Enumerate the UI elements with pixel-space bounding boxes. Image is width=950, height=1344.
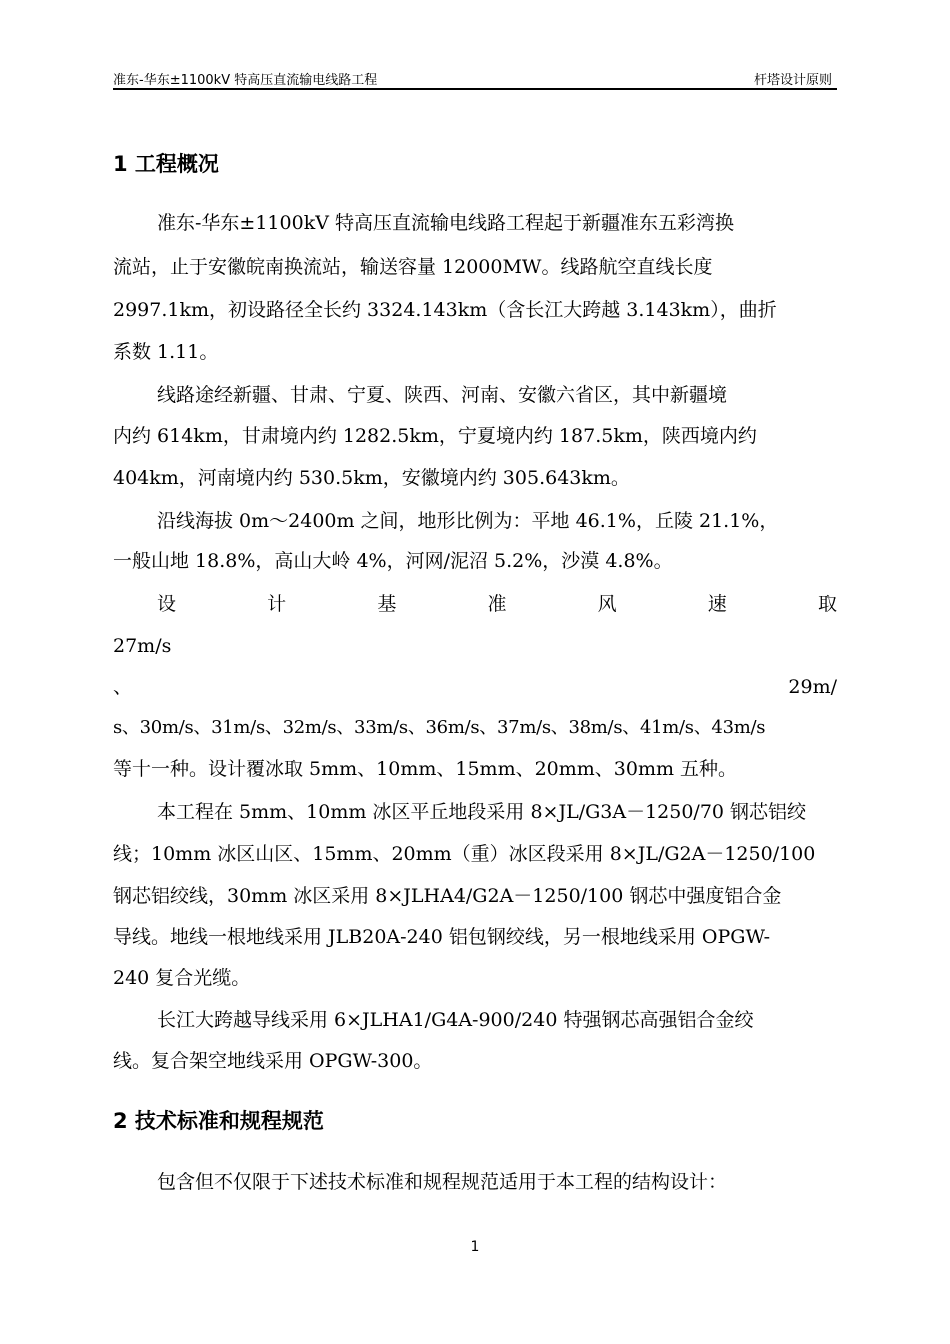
header-document-title: 准东-华东±1100kV 特高压直流输电线路工程: [113, 73, 378, 88]
spread-char: 风: [597, 593, 617, 615]
paragraph-line: 线；10mm 冰区山区、15mm、20mm（重）冰区段采用 8×JL/G2A－1250/100: [113, 843, 816, 865]
paragraph-line: 等十一种。设计覆冰取 5mm、10mm、15mm、20mm、30mm 五种。: [113, 758, 738, 780]
paragraph-line: 长江大跨越导线采用 6×JLHA1/G4A-900/240 特强钢芯高强铝合金绞: [157, 1009, 754, 1031]
paragraph-line: 404km，河南境内约 530.5km，安徽境内约 305.643km。: [113, 467, 630, 489]
spread-char: 准: [487, 593, 507, 615]
spread-char: 、: [113, 676, 133, 698]
spread-char: 29m/: [788, 676, 837, 698]
paragraph-line: 240 复合光缆。: [113, 967, 251, 989]
spread-char: 取: [817, 593, 837, 615]
paragraph-line: 一般山地 18.8%，高山大岭 4%，河网/泥沼 5.2%，沙漠 4.8%。: [113, 550, 673, 572]
section-heading-1: 1 工程概况: [113, 152, 219, 176]
spread-char: 基: [377, 593, 397, 615]
spread-char: 设: [157, 593, 177, 615]
paragraph-line: 包含但不仅限于下述技术标准和规程规范适用于本工程的结构设计：: [157, 1171, 728, 1193]
paragraph-line: 2997.1km，初设路径全长约 3324.143km（含长江大跨越 3.143km），曲折: [113, 299, 777, 321]
paragraph-line: 导线。地线一根地线采用 JLB20A-240 铝包钢绞线，另一根地线采用 OPGW-: [113, 926, 771, 948]
header-section-title: 杆塔设计原则: [753, 73, 832, 88]
paragraph-line: 系数 1.11。: [113, 341, 219, 363]
paragraph-line: 内约 614km，甘肃境内约 1282.5km，宁夏境内约 187.5km，陕西境内约: [113, 425, 757, 447]
section-heading-2: 2 技术标准和规程规范: [113, 1109, 324, 1133]
spread-justified-line: [113, 675, 837, 699]
paragraph-line: 线路途经新疆、甘肃、宁夏、陕西、河南、安徽六省区，其中新疆境: [157, 384, 728, 406]
page-number: 1: [470, 1239, 480, 1255]
spread-char: 计: [267, 593, 287, 615]
paragraph-line: 准东-华东±1100kV 特高压直流输电线路工程起于新疆准东五彩湾换: [157, 212, 734, 234]
paragraph-line: 本工程在 5mm、10mm 冰区平丘地段采用 8×JL/G3A－1250/70 钢芯铝绞: [157, 801, 807, 823]
paragraph-line: s、30m/s、31m/s、32m/s、33m/s、36m/s、37m/s、38m/s、41m/s、43m/s: [113, 717, 766, 738]
paragraph-line: 流站，止于安徽皖南换流站，输送容量 12000MW。线路航空直线长度: [113, 256, 713, 278]
header-divider: [113, 88, 837, 90]
spread-justified-line: [157, 592, 837, 616]
paragraph-line: 沿线海拔 0m～2400m 之间，地形比例为：平地 46.1%，丘陵 21.1%，: [157, 510, 779, 532]
paragraph-line: 线。复合架空地线采用 OPGW-300。: [113, 1050, 433, 1072]
paragraph-line: 27m/s: [113, 635, 172, 657]
paragraph-line: 钢芯铝绞线，30mm 冰区采用 8×JLHA4/G2A－1250/100 钢芯中强度铝合金: [113, 885, 782, 907]
spread-char: 速: [707, 593, 727, 615]
